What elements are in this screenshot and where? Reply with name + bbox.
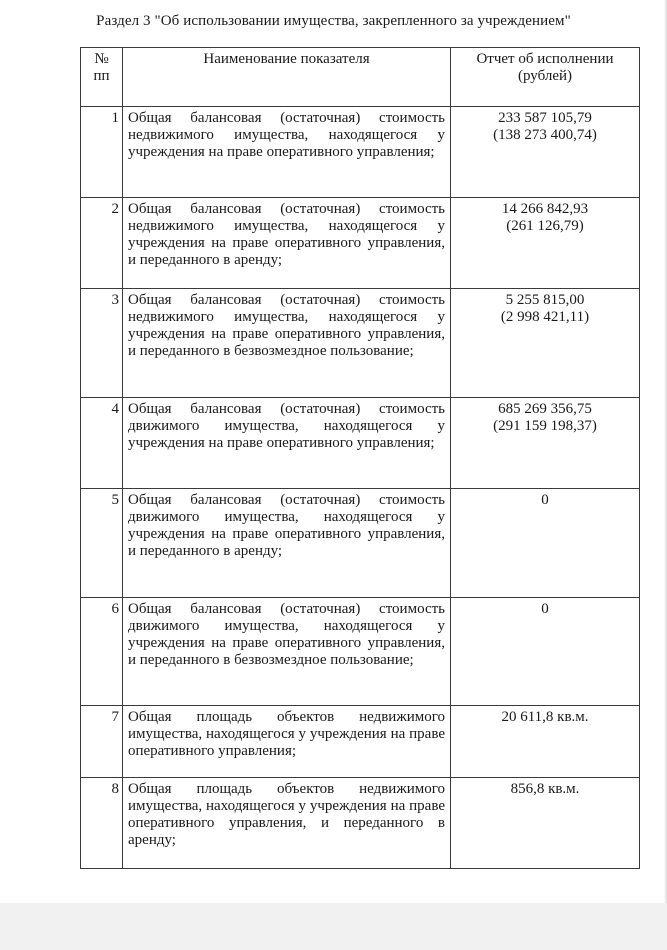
row-value: [451, 289, 640, 398]
header-indicator-name: Наименование показателя: [123, 48, 451, 107]
header-number-line2: пп: [93, 68, 110, 84]
row-indicator-name: Общая балансовая (остаточная) стоимость недвижимого имущества, находящегося у учреждения на праве оперативного управления, и переданного в аренду;: [123, 198, 451, 289]
header-report-value: [451, 48, 640, 107]
table-row: [81, 107, 640, 198]
row-value-main: 20 611,8 кв.м.: [501, 709, 589, 725]
row-value: [451, 598, 640, 706]
row-indicator-name: Общая площадь объектов недвижимого имущества, находящегося у учреждения на праве оперативного управления, и переданного в аренду;: [123, 778, 451, 869]
row-number: 8: [81, 778, 123, 869]
row-value-previous: (138 273 400,74): [493, 127, 597, 143]
row-value: [451, 489, 640, 598]
row-value-main: 685 269 356,75: [498, 401, 592, 417]
row-value: [451, 706, 640, 778]
header-number-line1: №: [94, 51, 109, 67]
property-usage-table: [80, 47, 640, 869]
table-row: [81, 198, 640, 289]
table-row: [81, 706, 640, 778]
table-row: [81, 778, 640, 869]
row-value-previous: (291 159 198,37): [493, 418, 597, 434]
row-value-main: 233 587 105,79: [498, 110, 592, 126]
table-row: [81, 289, 640, 398]
row-number: 3: [81, 289, 123, 398]
row-indicator-name: Общая балансовая (остаточная) стоимость недвижимого имущества, находящегося у учреждения на праве оперативного управления, и переданного в безвозмездное пользование;: [123, 289, 451, 398]
row-value-main: 0: [541, 601, 549, 617]
row-indicator-name: Общая площадь объектов недвижимого имущества, находящегося у учреждения на праве оперативного управления;: [123, 706, 451, 778]
row-value-main: 0: [541, 492, 549, 508]
table-row: [81, 489, 640, 598]
table-row: [81, 598, 640, 706]
row-indicator-name: Общая балансовая (остаточная) стоимость недвижимого имущества, находящегося у учреждения на праве оперативного управления;: [123, 107, 451, 198]
row-value: [451, 198, 640, 289]
table-row: [81, 398, 640, 489]
row-value: [451, 107, 640, 198]
header-number: [81, 48, 123, 107]
row-value-main: 856,8 кв.м.: [510, 781, 580, 797]
row-number: 2: [81, 198, 123, 289]
row-value-previous: (261 126,79): [506, 218, 584, 234]
section-title: Раздел 3 "Об использовании имущества, закрепленного за учреждением": [96, 13, 571, 29]
header-value-line2: (рублей): [517, 68, 573, 84]
row-number: 1: [81, 107, 123, 198]
row-value-previous: (2 998 421,11): [500, 309, 590, 325]
row-value-main: 14 266 842,93: [501, 201, 589, 217]
row-value: [451, 778, 640, 869]
row-value: [451, 398, 640, 489]
row-indicator-name: Общая балансовая (остаточная) стоимость движимого имущества, находящегося у учреждения на праве оперативного управления, и переданного в аренду;: [123, 489, 451, 598]
row-number: 7: [81, 706, 123, 778]
header-value-line1: Отчет об исполнении: [476, 51, 614, 67]
row-value-main: 5 255 815,00: [505, 292, 585, 308]
row-number: 6: [81, 598, 123, 706]
table-header-row: [81, 48, 640, 107]
row-number: 5: [81, 489, 123, 598]
row-number: 4: [81, 398, 123, 489]
row-indicator-name: Общая балансовая (остаточная) стоимость движимого имущества, находящегося у учреждения на праве оперативного управления, и переданного в безвозмездное пользование;: [123, 598, 451, 706]
row-indicator-name: Общая балансовая (остаточная) стоимость движимого имущества, находящегося у учреждения на праве оперативного управления;: [123, 398, 451, 489]
